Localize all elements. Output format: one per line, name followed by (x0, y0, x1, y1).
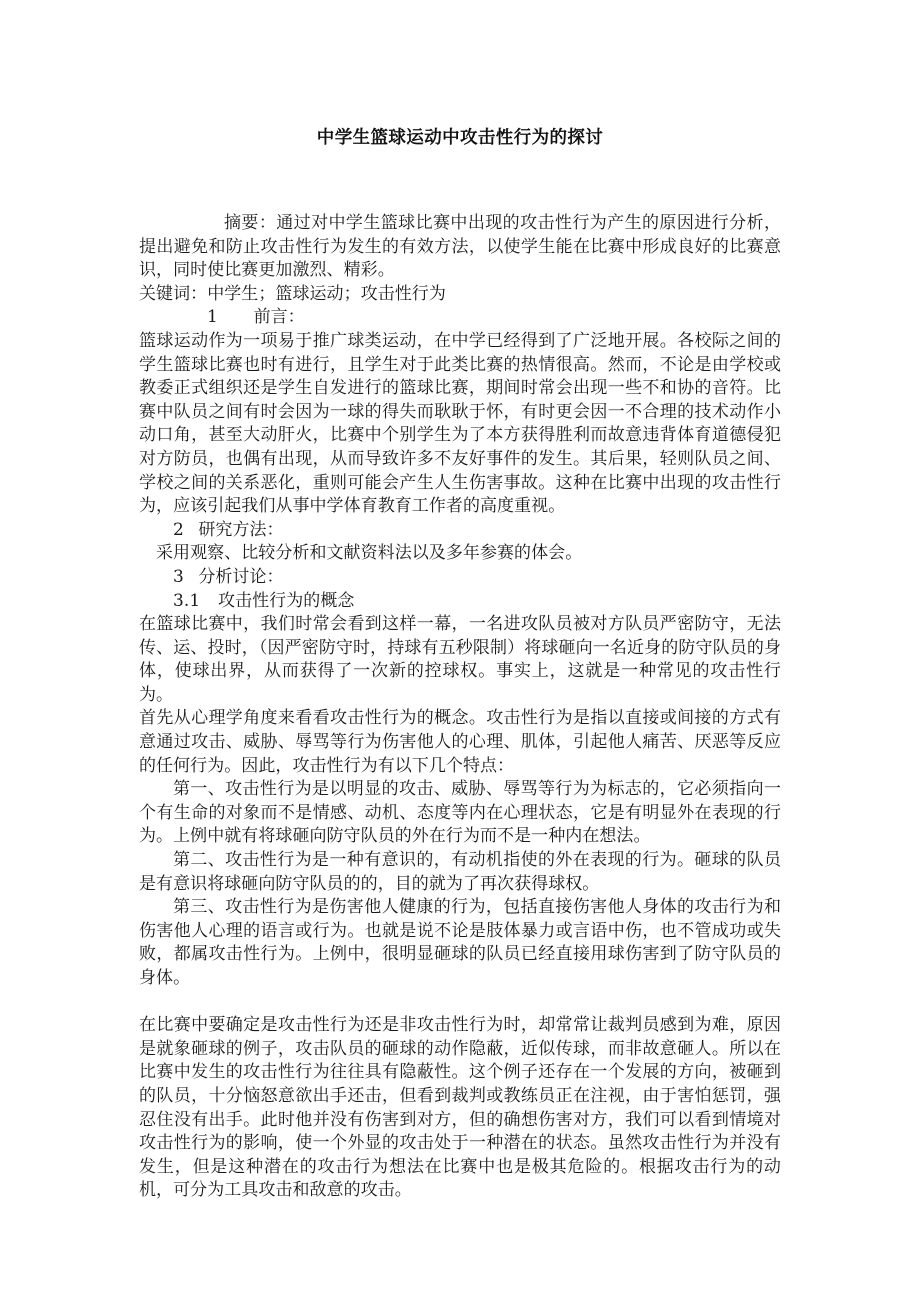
section-2-body: 采用观察、比较分析和文献资料法以及多年参赛的体会。 (156, 543, 583, 564)
document-body (139, 0, 781, 1203)
section-3-1-number: 3.1 (173, 590, 201, 611)
section-3-1-paragraph-1: 在篮球比赛中，我们时常会看到这样一幕，一名进攻队员被对方队员严密防守，无法传、运、投时，（因严密防守时，持球有五秒限制）将球砸向一名近身的防守队员的身体，使球出界，从而获得了一次新的控球权。事实上，这就是一种常见的攻击性行为。 (139, 614, 781, 705)
paragraph-spacer (139, 991, 781, 1015)
section-1-title: 前言： (253, 307, 305, 328)
section-3-number: 3 (173, 566, 184, 587)
section-3-title: 分析讨论： (198, 566, 284, 587)
abstract-paragraph: 摘要：通过对中学生篮球比赛中出现的攻击性行为产生的原因进行分析，提出避免和防止攻击性行为发生的有效方法，以使学生能在比赛中形成良好的比赛意识，同时使比赛更加激烈、精彩。 (139, 213, 781, 281)
section-3-1-title: 攻击性行为的概念 (218, 590, 355, 611)
section-1-body: 篮球运动作为一项易于推广球类运动，在中学已经得到了广泛地开展。各校际之间的学生篮球比赛也时有进行，且学生对于此类比赛的热情很高。然而，不论是由学校或教委正式组织还是学生自发进行的篮球比赛，期间时常会出现一些不和协的音符。比赛中队员之间有时会因为一球的得失而耿耿于怀，有时更会因一不合理的技术动作小动口角，甚至大动肝火，比赛中个别学生为了本方获得胜利而故意违背体育道德侵犯对方防员，也偶有出现，从而导致许多不友好事件的发生。其后果，轻则队员之间、学校之间的关系恶化，重则可能会产生人生伤害事故。这种在比赛中出现的攻击性行为，应该引起我们从事中学体育教育工作者的高度重视。 (139, 330, 781, 517)
section-1-heading (139, 306, 781, 330)
keywords-line: 关键词：中学生；篮球运动；攻击性行为 (139, 283, 446, 304)
section-3-1-heading (139, 590, 781, 614)
section-2-number: 2 (173, 519, 184, 540)
section-3-1-paragraph-3: 在比赛中要确定是攻击性行为还是非攻击性行为时，却常常让裁判员感到为难，原因是就象砸球的例子，攻击队员的砸球的动作隐蔽，近似传球，而非故意砸人。所以在比赛中发生的攻击性行为往往具有隐蔽性。这个例子还存在一个发展的方向，被砸到的队员，十分恼怒意欲出手还击，但看到裁判或教练员正在注视，由于害怕惩罚，强忍住没有出手。此时他并没有伤害到对方，但的确想伤害对方，我们可以看到情境对攻击性行为的影响，使一个外显的攻击处于一种潜在的状态。虽然攻击性行为并没有发生，但是这种潜在的攻击行为想法在比赛中也是极其危险的。根据攻击行为的动机，可分为工具攻击和敌意的攻击。 (139, 1015, 781, 1201)
section-3-1-paragraph-2: 首先从心理学角度来看看攻击性行为的概念。攻击性行为是指以直接或间接的方式有意通过攻击、威胁、辱骂等行为伤害他人的心理、肌体，引起他人痛苦、厌恶等反应的任何行为。因此，攻击性行为有以下几个特点： (139, 708, 781, 776)
section-2-title: 研究方法： (198, 519, 284, 540)
characteristic-point-2: 第二、攻击性行为是一种有意识的，有动机指使的外在表现的行为。砸球的队员是有意识将球砸向防守队员的的，目的就为了再次获得球权。 (139, 850, 781, 894)
page-title: 中学生篮球运动中攻击性行为的探讨 (316, 128, 604, 148)
characteristic-point-3: 第三、攻击性行为是伤害他人健康的行为，包括直接伤害他人身体的攻击行为和伤害他人心理的语言或行为。也就是说不论是肢体暴力或言语中伤，也不管成功或失败，都属攻击性行为。上例中，很明显砸球的队员已经直接用球伤害到了防守队员的身体。 (139, 897, 781, 988)
section-2-heading (139, 519, 781, 543)
title-spacer (139, 150, 781, 212)
characteristic-point-1: 第一、攻击性行为是以明显的攻击、威胁、辱骂等行为为标志的，它必须指向一个有生命的对象而不是情感、动机、态度等内在心理状态，它是有明显外在表现的行为。上例中就有将球砸向防守队员的外在行为而不是一种内在想法。 (139, 779, 781, 847)
section-1-number: 1 (207, 307, 218, 328)
section-3-heading (139, 566, 781, 590)
